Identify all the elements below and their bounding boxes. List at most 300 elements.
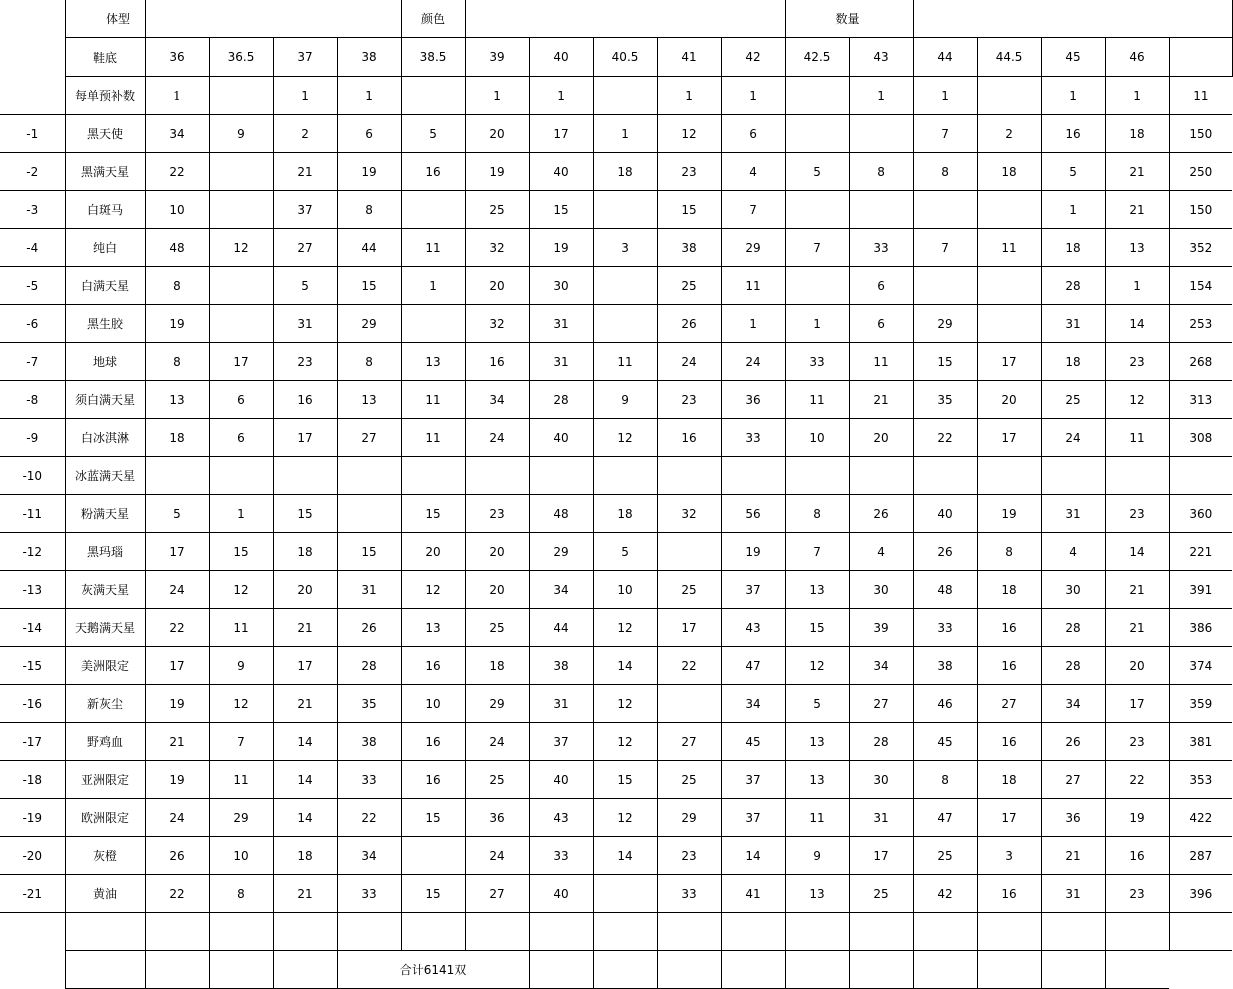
row-color-name-cell: 黑玛瑙 <box>65 533 145 571</box>
quantity-cell: 12 <box>593 609 657 647</box>
quantity-cell: 1 <box>1105 267 1169 305</box>
row-index-cell: -11 <box>0 495 65 533</box>
blank-cell <box>0 913 65 951</box>
header-row-2 <box>0 38 1232 77</box>
quantity-cell: 21 <box>273 875 337 913</box>
quantity-cell: 22 <box>145 153 209 191</box>
quantity-cell: 17 <box>1105 685 1169 723</box>
quantity-cell: 12 <box>657 115 721 153</box>
table-row <box>0 495 1232 533</box>
quantity-cell: 23 <box>657 381 721 419</box>
quantity-cell: 47 <box>721 647 785 685</box>
quantity-cell <box>849 457 913 495</box>
blank-cell <box>401 913 465 951</box>
quantity-cell: 8 <box>913 761 977 799</box>
quantity-cell: 40 <box>529 875 593 913</box>
quantity-cell: 40 <box>529 153 593 191</box>
size-header-cell: 46 <box>1105 38 1169 77</box>
quantity-cell: 8 <box>337 191 401 229</box>
quantity-cell: 22 <box>145 875 209 913</box>
quantity-cell: 28 <box>529 381 593 419</box>
quantity-cell: 6 <box>849 267 913 305</box>
row-index-cell: -12 <box>0 533 65 571</box>
prefill-value-cell: 1 <box>657 77 721 115</box>
quantity-cell: 26 <box>849 495 913 533</box>
quantity-cell: 29 <box>657 799 721 837</box>
quantity-cell: 31 <box>1041 495 1105 533</box>
quantity-cell: 10 <box>209 837 273 875</box>
blank-cell <box>65 913 145 951</box>
quantity-cell: 11 <box>785 381 849 419</box>
quantity-cell: 27 <box>849 685 913 723</box>
row-total-cell: 253 <box>1169 305 1232 343</box>
quantity-cell: 15 <box>337 533 401 571</box>
row-total-cell: 353 <box>1169 761 1232 799</box>
row-total-cell: 422 <box>1169 799 1232 837</box>
quantity-cell: 18 <box>465 647 529 685</box>
quantity-cell: 21 <box>273 685 337 723</box>
quantity-cell: 21 <box>273 153 337 191</box>
quantity-cell: 10 <box>785 419 849 457</box>
quantity-cell: 21 <box>273 609 337 647</box>
quantity-cell: 15 <box>273 495 337 533</box>
row-total-cell: 313 <box>1169 381 1232 419</box>
quantity-cell: 21 <box>1105 153 1169 191</box>
quantity-cell <box>1041 457 1105 495</box>
size-header-cell: 36.5 <box>209 38 273 77</box>
footer-cell <box>1041 951 1105 989</box>
quantity-cell: 45 <box>721 723 785 761</box>
prefill-value-cell: 1 <box>1041 77 1105 115</box>
quantity-cell <box>593 191 657 229</box>
quantity-cell: 19 <box>977 495 1041 533</box>
quantity-cell: 17 <box>145 647 209 685</box>
quantity-cell: 24 <box>145 799 209 837</box>
row-color-name-cell: 野鸡血 <box>65 723 145 761</box>
prefill-value-cell: 1 <box>529 77 593 115</box>
quantity-cell: 28 <box>1041 609 1105 647</box>
prefill-value-cell: 1 <box>273 77 337 115</box>
row-index-cell: -4 <box>0 229 65 267</box>
quantity-cell: 25 <box>465 191 529 229</box>
row-total-cell <box>1169 457 1232 495</box>
quantity-cell: 48 <box>145 229 209 267</box>
quantity-cell: 38 <box>337 723 401 761</box>
table-row <box>0 229 1232 267</box>
table-row <box>0 875 1232 913</box>
quantity-cell: 23 <box>657 153 721 191</box>
blank-cell <box>721 913 785 951</box>
quantity-cell: 24 <box>721 343 785 381</box>
size-header-cell: 37 <box>273 38 337 77</box>
row-total-cell: 374 <box>1169 647 1232 685</box>
quantity-cell <box>1105 457 1169 495</box>
footer-cell <box>913 951 977 989</box>
quantity-cell: 4 <box>1041 533 1105 571</box>
quantity-cell: 5 <box>401 115 465 153</box>
footer-cell <box>593 951 657 989</box>
quantity-cell: 15 <box>337 267 401 305</box>
footer-cell <box>0 951 65 989</box>
quantity-cell: 9 <box>785 837 849 875</box>
row-total-cell: 150 <box>1169 115 1232 153</box>
quantity-cell: 29 <box>465 685 529 723</box>
footer-cell <box>657 951 721 989</box>
quantity-cell: 11 <box>849 343 913 381</box>
size-header-cell: 40 <box>529 38 593 77</box>
size-header-cell: 42 <box>721 38 785 77</box>
quantity-cell: 29 <box>913 305 977 343</box>
quantity-cell: 6 <box>721 115 785 153</box>
quantity-cell: 26 <box>913 533 977 571</box>
row-index-cell: -13 <box>0 571 65 609</box>
quantity-cell: 33 <box>657 875 721 913</box>
quantity-cell: 37 <box>721 799 785 837</box>
color-label: 颜色 <box>401 0 465 38</box>
quantity-cell <box>721 457 785 495</box>
quantity-cell: 24 <box>465 723 529 761</box>
quantity-cell <box>977 305 1041 343</box>
quantity-cell: 46 <box>913 685 977 723</box>
prefill-value-cell: 1 <box>1105 77 1169 115</box>
quantity-cell: 15 <box>913 343 977 381</box>
quantity-cell: 14 <box>273 761 337 799</box>
blank-cell <box>1041 913 1105 951</box>
quantity-cell: 12 <box>1105 381 1169 419</box>
table-row <box>0 533 1232 571</box>
quantity-cell: 27 <box>977 685 1041 723</box>
quantity-cell: 14 <box>273 723 337 761</box>
row-index-cell: -2 <box>0 153 65 191</box>
quantity-cell: 17 <box>145 533 209 571</box>
quantity-cell: 27 <box>337 419 401 457</box>
quantity-cell: 14 <box>593 647 657 685</box>
quantity-cell: 23 <box>1105 875 1169 913</box>
quantity-cell: 30 <box>849 761 913 799</box>
row-color-name-cell: 亚洲限定 <box>65 761 145 799</box>
table-row <box>0 343 1232 381</box>
prefill-value-cell: 1 <box>721 77 785 115</box>
quantity-cell: 14 <box>1105 305 1169 343</box>
quantity-cell: 10 <box>401 685 465 723</box>
quantity-cell: 18 <box>273 533 337 571</box>
quantity-cell: 11 <box>401 381 465 419</box>
footer-row <box>0 951 1232 989</box>
grand-total-cell: 合计6141双 <box>337 951 529 989</box>
quantity-cell: 7 <box>785 229 849 267</box>
blank-cell <box>273 913 337 951</box>
quantity-cell <box>849 191 913 229</box>
quantity-cell: 18 <box>1041 343 1105 381</box>
corner-cell-2 <box>0 38 65 77</box>
quantity-cell: 6 <box>209 381 273 419</box>
quantity-cell: 36 <box>1041 799 1105 837</box>
blank-cell <box>593 913 657 951</box>
quantity-cell: 24 <box>1041 419 1105 457</box>
footer-cell <box>1105 951 1169 989</box>
quantity-cell: 40 <box>529 419 593 457</box>
quantity-label: 数量 <box>785 0 913 38</box>
size-header-cell: 39 <box>465 38 529 77</box>
prefill-value-cell: 1 <box>145 77 209 115</box>
quantity-cell: 4 <box>721 153 785 191</box>
quantity-cell: 30 <box>529 267 593 305</box>
quantity-cell: 5 <box>273 267 337 305</box>
quantity-cell: 16 <box>977 647 1041 685</box>
table-row <box>0 609 1232 647</box>
quantity-cell <box>273 457 337 495</box>
quantity-cell: 3 <box>977 837 1041 875</box>
quantity-cell <box>657 457 721 495</box>
quantity-cell: 18 <box>977 153 1041 191</box>
quantity-cell: 24 <box>145 571 209 609</box>
quantity-cell: 5 <box>785 685 849 723</box>
table-row <box>0 647 1232 685</box>
quantity-cell: 21 <box>1105 609 1169 647</box>
row-color-name-cell: 白满天星 <box>65 267 145 305</box>
quantity-cell: 8 <box>145 267 209 305</box>
size-header-cell: 44.5 <box>977 38 1041 77</box>
row-color-name-cell: 灰满天星 <box>65 571 145 609</box>
quantity-cell: 35 <box>913 381 977 419</box>
row-total-cell: 352 <box>1169 229 1232 267</box>
size-header-cell: 40.5 <box>593 38 657 77</box>
quantity-cell: 11 <box>401 229 465 267</box>
quantity-cell <box>593 267 657 305</box>
quantity-cell: 28 <box>1041 267 1105 305</box>
row-color-name-cell: 白斑马 <box>65 191 145 229</box>
prefill-total-cell: 11 <box>1169 77 1232 115</box>
row-index-cell: -19 <box>0 799 65 837</box>
quantity-cell: 16 <box>977 875 1041 913</box>
row-index-cell: -18 <box>0 761 65 799</box>
quantity-cell: 26 <box>337 609 401 647</box>
row-index-cell: -17 <box>0 723 65 761</box>
quantity-cell: 20 <box>273 571 337 609</box>
row-color-name-cell: 黄油 <box>65 875 145 913</box>
quantity-cell: 11 <box>785 799 849 837</box>
quantity-cell: 16 <box>401 723 465 761</box>
quantity-cell: 30 <box>1041 571 1105 609</box>
quantity-cell: 18 <box>1041 229 1105 267</box>
quantity-cell: 13 <box>785 875 849 913</box>
quantity-cell: 13 <box>401 609 465 647</box>
quantity-cell: 31 <box>529 685 593 723</box>
quantity-cell: 25 <box>657 267 721 305</box>
quantity-cell: 48 <box>529 495 593 533</box>
quantity-cell: 16 <box>401 647 465 685</box>
quantity-cell: 6 <box>337 115 401 153</box>
quantity-cell: 11 <box>209 761 273 799</box>
quantity-cell: 1 <box>593 115 657 153</box>
quantity-cell <box>209 191 273 229</box>
quantity-cell <box>401 305 465 343</box>
quantity-cell: 32 <box>657 495 721 533</box>
blank-cell <box>465 913 529 951</box>
quantity-cell: 33 <box>337 761 401 799</box>
row-color-name-cell: 纯白 <box>65 229 145 267</box>
quantity-cell <box>465 457 529 495</box>
quantity-cell: 17 <box>657 609 721 647</box>
quantity-cell <box>785 115 849 153</box>
table-row <box>0 457 1232 495</box>
row-color-name-cell: 须白满天星 <box>65 381 145 419</box>
quantity-cell: 23 <box>1105 723 1169 761</box>
quantity-cell: 20 <box>849 419 913 457</box>
quantity-cell: 44 <box>337 229 401 267</box>
quantity-cell <box>593 457 657 495</box>
quantity-cell <box>849 115 913 153</box>
quantity-cell: 24 <box>465 837 529 875</box>
quantity-cell: 15 <box>785 609 849 647</box>
header-row-1 <box>0 0 1232 38</box>
blank-cell <box>1105 913 1169 951</box>
quantity-cell: 12 <box>209 571 273 609</box>
quantity-cell: 18 <box>593 153 657 191</box>
quantity-cell: 1 <box>1041 191 1105 229</box>
quantity-cell: 16 <box>657 419 721 457</box>
quantity-cell: 22 <box>337 799 401 837</box>
quantity-cell: 19 <box>145 685 209 723</box>
quantity-cell: 13 <box>785 723 849 761</box>
quantity-cell: 40 <box>913 495 977 533</box>
row-index-cell: -14 <box>0 609 65 647</box>
quantity-cell: 34 <box>337 837 401 875</box>
quantity-cell <box>977 457 1041 495</box>
row-color-name-cell: 黑生胶 <box>65 305 145 343</box>
quantity-cell: 17 <box>273 419 337 457</box>
quantity-cell: 18 <box>273 837 337 875</box>
quantity-cell: 11 <box>209 609 273 647</box>
quantity-cell: 25 <box>849 875 913 913</box>
quantity-cell: 43 <box>721 609 785 647</box>
quantity-cell: 31 <box>849 799 913 837</box>
quantity-cell: 34 <box>721 685 785 723</box>
quantity-cell: 28 <box>337 647 401 685</box>
row-index-cell: -9 <box>0 419 65 457</box>
quantity-cell: 33 <box>785 343 849 381</box>
quantity-label-left <box>721 0 785 38</box>
quantity-cell: 17 <box>529 115 593 153</box>
quantity-cell: 11 <box>977 229 1041 267</box>
quantity-cell: 19 <box>465 153 529 191</box>
quantity-cell: 15 <box>657 191 721 229</box>
quantity-cell <box>145 457 209 495</box>
quantity-cell: 31 <box>273 305 337 343</box>
quantity-cell: 31 <box>529 305 593 343</box>
quantity-cell: 25 <box>657 571 721 609</box>
quantity-cell: 28 <box>1041 647 1105 685</box>
quantity-cell: 10 <box>145 191 209 229</box>
header-blank-1b <box>337 0 401 38</box>
prefill-value-cell <box>401 77 465 115</box>
quantity-cell: 23 <box>1105 343 1169 381</box>
quantity-cell: 16 <box>977 609 1041 647</box>
quantity-cell: 31 <box>1041 875 1105 913</box>
row-total-cell: 268 <box>1169 343 1232 381</box>
row-color-name-cell: 黑天使 <box>65 115 145 153</box>
quantity-cell: 17 <box>209 343 273 381</box>
quantity-cell: 33 <box>913 609 977 647</box>
quantity-cell: 36 <box>465 799 529 837</box>
row-color-name-cell: 冰蓝满天星 <box>65 457 145 495</box>
quantity-cell: 21 <box>1105 191 1169 229</box>
quantity-cell: 8 <box>209 875 273 913</box>
quantity-cell: 7 <box>913 229 977 267</box>
quantity-cell: 15 <box>593 761 657 799</box>
footer-cell <box>209 951 273 989</box>
quantity-cell: 18 <box>977 761 1041 799</box>
quantity-cell: 33 <box>849 229 913 267</box>
quantity-cell: 6 <box>209 419 273 457</box>
table-row <box>0 685 1232 723</box>
quantity-cell <box>785 267 849 305</box>
quantity-cell: 5 <box>593 533 657 571</box>
quantity-cell: 25 <box>1041 381 1105 419</box>
quantity-cell: 14 <box>1105 533 1169 571</box>
quantity-cell: 20 <box>465 533 529 571</box>
quantity-cell: 20 <box>465 267 529 305</box>
quantity-cell: 13 <box>145 381 209 419</box>
quantity-cell: 29 <box>529 533 593 571</box>
row-color-name-cell: 地球 <box>65 343 145 381</box>
quantity-cell: 16 <box>1041 115 1105 153</box>
quantity-cell <box>209 267 273 305</box>
quantity-cell: 20 <box>1105 647 1169 685</box>
quantity-cell: 12 <box>593 685 657 723</box>
quantity-cell: 9 <box>209 647 273 685</box>
row-total-cell: 391 <box>1169 571 1232 609</box>
quantity-cell: 8 <box>977 533 1041 571</box>
size-header-cell: 36 <box>145 38 209 77</box>
size-header-cell: 45 <box>1041 38 1105 77</box>
row-color-name-cell: 天鹅满天星 <box>65 609 145 647</box>
quantity-cell: 22 <box>1105 761 1169 799</box>
quantity-cell: 27 <box>657 723 721 761</box>
quantity-cell: 6 <box>849 305 913 343</box>
quantity-cell: 17 <box>977 343 1041 381</box>
header-blank-2 <box>465 0 721 38</box>
blank-cell <box>977 913 1041 951</box>
row-index-cell: -20 <box>0 837 65 875</box>
prefill-value-cell <box>977 77 1041 115</box>
quantity-cell: 9 <box>209 115 273 153</box>
quantity-cell <box>401 457 465 495</box>
header-blank-1 <box>145 0 337 38</box>
quantity-cell: 1 <box>785 305 849 343</box>
quantity-cell: 16 <box>1105 837 1169 875</box>
size-header-cell: 38.5 <box>401 38 465 77</box>
quantity-cell: 4 <box>849 533 913 571</box>
quantity-cell: 33 <box>337 875 401 913</box>
quantity-cell: 34 <box>145 115 209 153</box>
quantity-cell <box>785 457 849 495</box>
blank-cell <box>849 913 913 951</box>
quantity-cell: 20 <box>977 381 1041 419</box>
blank-cell <box>1169 913 1232 951</box>
quantity-cell: 7 <box>785 533 849 571</box>
quantity-cell: 38 <box>913 647 977 685</box>
quantity-cell: 18 <box>1105 115 1169 153</box>
quantity-cell: 11 <box>593 343 657 381</box>
quantity-cell: 10 <box>593 571 657 609</box>
corner-cell <box>0 0 65 38</box>
table-row <box>0 799 1232 837</box>
row-index-cell: -15 <box>0 647 65 685</box>
prefill-value-cell: 1 <box>849 77 913 115</box>
quantity-cell: 37 <box>721 761 785 799</box>
quantity-cell: 8 <box>913 153 977 191</box>
